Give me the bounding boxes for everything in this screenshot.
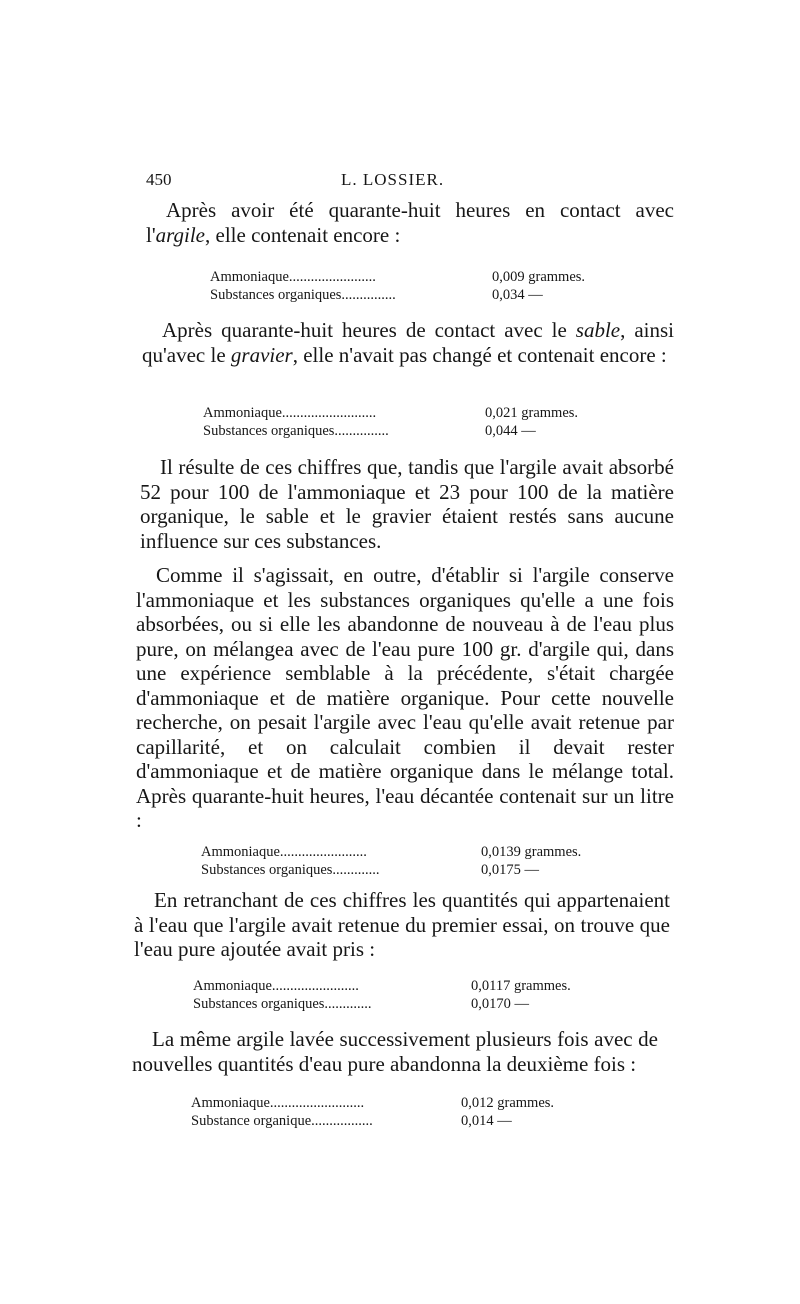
table-3-row-2-value: 0,0175 — (481, 862, 539, 878)
paragraph-2-text-b: , ainsi qu'avec le (142, 318, 674, 367)
page-header (146, 170, 674, 194)
table-4-row (193, 977, 571, 995)
table-5-row (191, 1112, 554, 1130)
table-1 (210, 268, 585, 304)
table-5-row (191, 1094, 554, 1112)
table-2-row-1-label: Ammoniaque.......................... (203, 405, 377, 421)
table-4-row-2-value: 0,0170 — (471, 996, 529, 1012)
table-4-row-1-label: Ammoniaque........................ (193, 978, 359, 994)
table-3-row-1-label: Ammoniaque........................ (201, 844, 367, 860)
table-2 (203, 404, 578, 440)
paragraph-3: Il résulte de ces chiffres que, tandis que l'argile avait absorbé 52 pour 100 de l'ammoniaque et 23 pour 100 de la matière organique, le sable et le gravier étaient restés sans aucune influence sur ces substances. (140, 455, 674, 553)
page-number: 450 (146, 170, 172, 189)
table-5-row-2-value: 0,014 — (461, 1113, 512, 1129)
table-2-row-2-label: Substances organiques............... (203, 423, 389, 439)
paragraph-1 (146, 198, 674, 247)
table-5-row-1-value: 0,012 grammes. (461, 1095, 555, 1111)
paragraph-2-emphasis-2: gravier (230, 342, 293, 367)
table-3-row-1-value: 0,0139 grammes. (481, 844, 582, 860)
table-1-row-2-value: 0,034 — (492, 287, 543, 303)
table-1-row (210, 268, 585, 286)
table-1-row-2-label: Substances organiques............... (210, 287, 396, 303)
table-3-row (201, 843, 581, 861)
paragraph-5: En retranchant de ces chiffres les quantités qui appartenaient à l'eau que l'argile avait retenue du premier essai, on trouve que l'eau pure ajoutée avait pris : (134, 888, 670, 961)
paragraph-1-text-a: Après avoir été quarante-huit heures en contact avec l' (146, 198, 674, 247)
table-4 (193, 977, 571, 1013)
running-title: L. LOSSIER. (341, 170, 445, 189)
paragraph-2 (142, 318, 674, 367)
table-3-row (201, 861, 581, 879)
table-5 (191, 1094, 554, 1130)
paragraph-4: Comme il s'agissait, en outre, d'établir si l'argile conserve l'ammoniaque et les substances organiques qu'elle a une fois absorbées, ou si elle les abandonne de nouveau à de l'eau plus pure, on mélangea avec de l'eau pure 100 gr. d'argile qui, dans une expérience semblable à la précédente, s'était chargée d'ammoniaque et de matière organique. Pour cette nouvelle recherche, on pesait l'argile avec l'eau qu'elle avait retenue par capillarité, et on calculait combien il devait rester d'ammoniaque et de matière organique dans le mélange total. Après quarante-huit heures, l'eau décantée contenait sur un litre : (136, 563, 674, 832)
paragraph-6: La même argile lavée successivement plusieurs fois avec de nouvelles quantités d'eau pure abandonna la deuxième fois : (132, 1027, 658, 1076)
table-2-row (203, 422, 578, 440)
table-1-row-1-value: 0,009 grammes. (492, 269, 586, 285)
table-4-row-1-value: 0,0117 grammes. (471, 978, 571, 994)
table-2-row-2-value: 0,044 — (485, 423, 536, 439)
table-3-row-2-label: Substances organiques............. (201, 862, 380, 878)
table-5-row-2-label: Substance organique................. (191, 1113, 373, 1129)
table-3 (201, 843, 581, 879)
table-5-row-1-label: Ammoniaque.......................... (191, 1095, 365, 1111)
table-2-row-1-value: 0,021 grammes. (485, 405, 579, 421)
table-2-row (203, 404, 578, 422)
table-1-row (210, 286, 585, 304)
table-4-row (193, 995, 571, 1013)
table-1-row-1-label: Ammoniaque........................ (210, 269, 376, 285)
paragraph-2-text-c: , elle n'avait pas changé et contenait encore : (292, 342, 667, 367)
paragraph-2-text-a: Après quarante-huit heures de contact avec le (162, 318, 576, 342)
paragraph-1-emphasis: argile (155, 222, 206, 247)
paragraph-1-text-b: , elle contenait encore : (205, 222, 401, 247)
paragraph-2-emphasis-1: sable (575, 318, 621, 342)
table-4-row-2-label: Substances organiques............. (193, 996, 372, 1012)
